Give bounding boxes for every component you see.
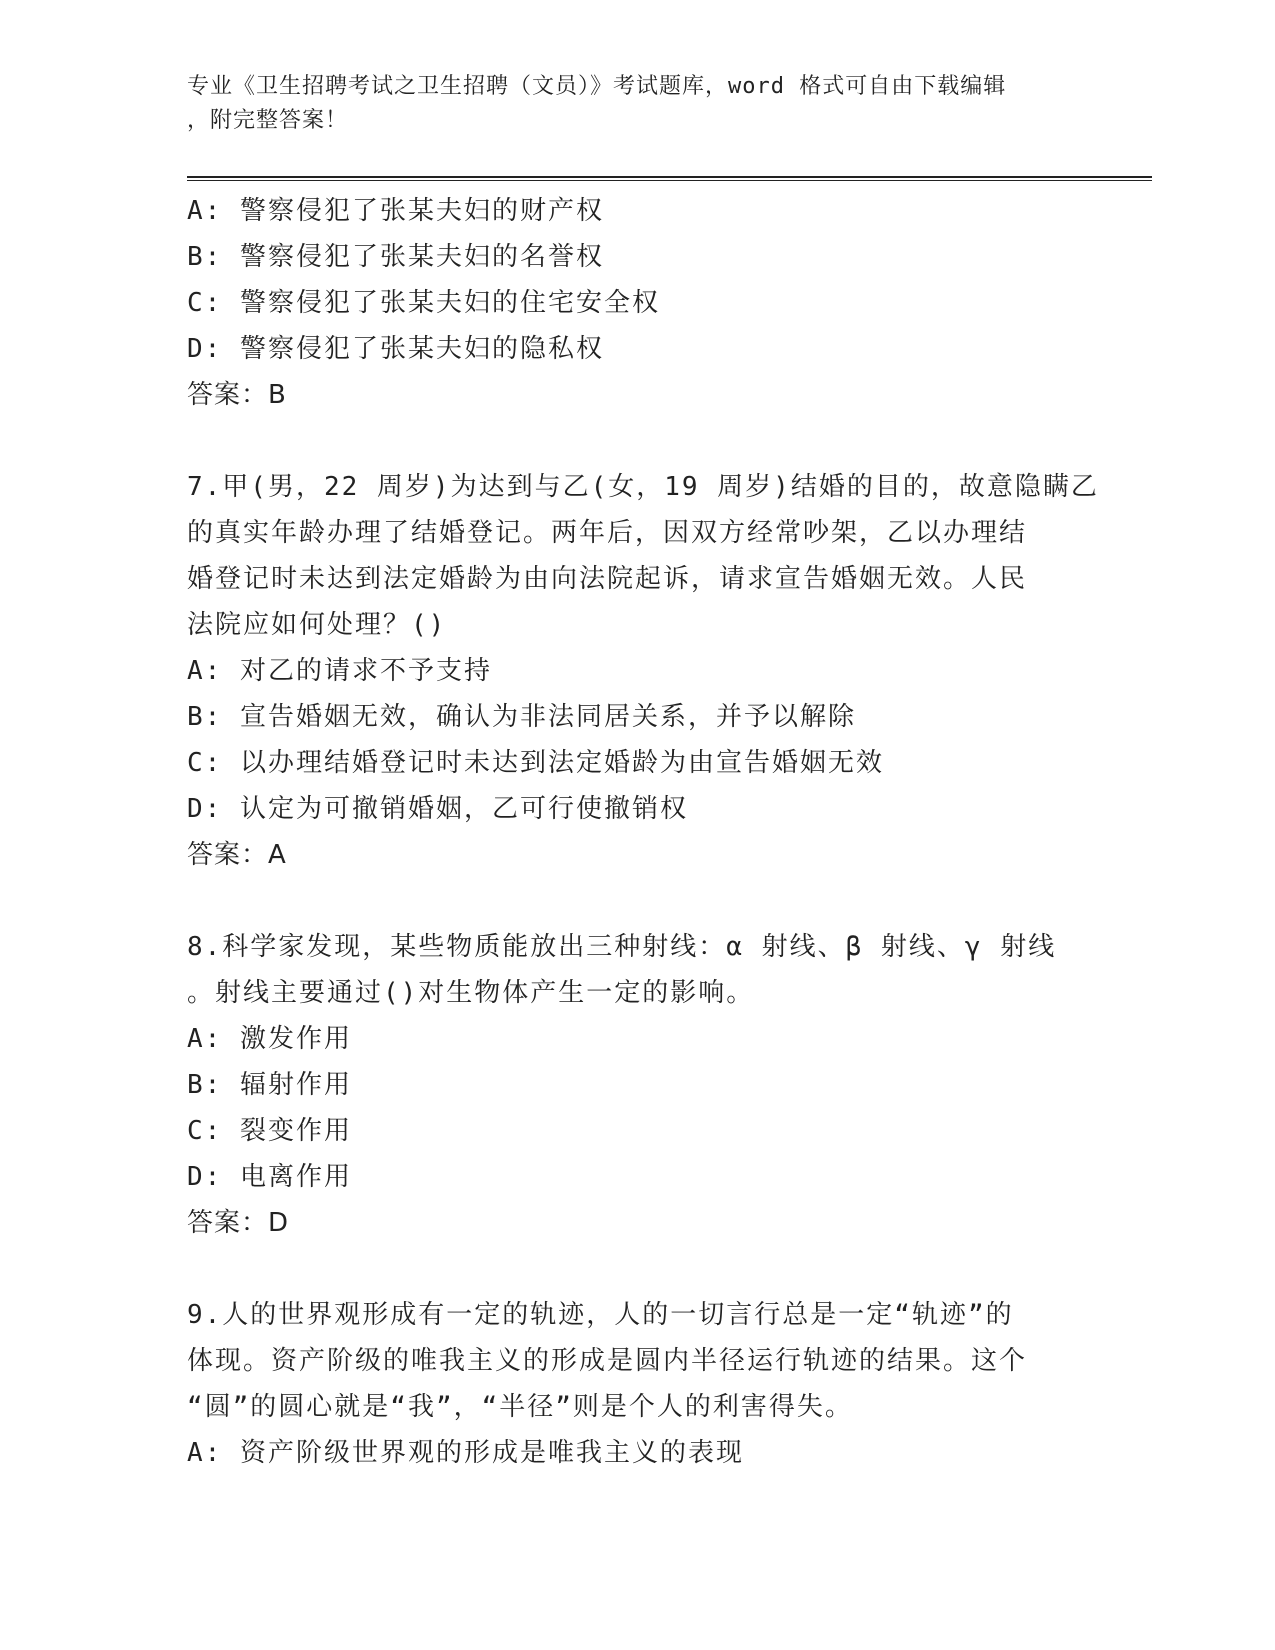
option-a: A: 警察侵犯了张某夫妇的财产权 [187,196,604,226]
spacer [187,878,1107,924]
stem-line: 。射线主要通过()对生物体产生一定的影响。 [187,978,755,1008]
option-d: D: 认定为可撤销婚姻，乙可行使撤销权 [187,794,688,824]
stem-line: “圆”的圆心就是“我”，“半径”则是个人的利害得失。 [187,1392,853,1422]
stem-line: 婚登记时未达到法定婚龄为由向法院起诉，请求宣告婚姻无效。人民 [187,564,1028,594]
header-line-2: ，附完整答案！ [187,108,349,133]
answer: 答案：B [187,380,287,410]
option-c: C: 裂变作用 [187,1116,352,1146]
option-b: B: 警察侵犯了张某夫妇的名誉权 [187,242,604,272]
answer: 答案：D [187,1208,290,1238]
option-c: C: 以办理结婚登记时未达到法定婚龄为由宣告婚姻无效 [187,748,884,778]
question-stem [187,1292,1107,1430]
stem-line: 8.科学家发现，某些物质能放出三种射线：α 射线、β 射线、γ 射线 [187,932,1057,962]
document-header [187,70,1087,138]
question-8 [187,924,1107,1246]
stem-line: 体现。资产阶级的唯我主义的形成是圆内半径运行轨迹的结果。这个 [187,1346,1028,1376]
stem-line: 7.甲(男，22 周岁)为达到与乙(女，19 周岁)结婚的目的，故意隐瞒乙 [187,472,1099,502]
option-c: C: 警察侵犯了张某夫妇的住宅安全权 [187,288,660,318]
option-d: D: 警察侵犯了张某夫妇的隐私权 [187,334,604,364]
spacer [187,1246,1107,1292]
answer: 答案：A [187,840,287,870]
question-9 [187,1292,1107,1476]
option-a: A: 对乙的请求不予支持 [187,656,492,686]
question-7 [187,464,1107,878]
question-list [187,188,1107,1476]
question-stem [187,924,1107,1016]
stem-line: 的真实年龄办理了结婚登记。两年后，因双方经常吵架，乙以办理结 [187,518,1028,548]
option-d: D: 电离作用 [187,1162,352,1192]
question-6 [187,188,1107,418]
header-divider [187,176,1152,181]
stem-line: 法院应如何处理？() [187,610,447,640]
option-a: A: 激发作用 [187,1024,352,1054]
question-stem [187,464,1107,648]
option-a: A: 资产阶级世界观的形成是唯我主义的表现 [187,1438,744,1468]
option-b: B: 宣告婚姻无效，确认为非法同居关系，并予以解除 [187,702,856,732]
option-b: B: 辐射作用 [187,1070,352,1100]
header-line-1: 专业《卫生招聘考试之卫生招聘（文员）》考试题库，word 格式可自由下载编辑 [187,74,1007,99]
spacer [187,418,1107,464]
stem-line: 9.人的世界观形成有一定的轨迹，人的一切言行总是一定“轨迹”的 [187,1300,1014,1330]
